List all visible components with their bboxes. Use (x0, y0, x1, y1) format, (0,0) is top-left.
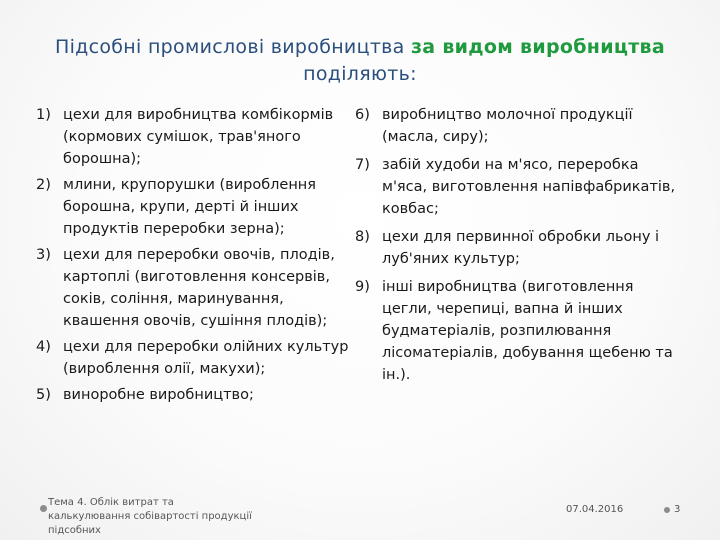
item-number: 2) (36, 177, 51, 193)
right-list (355, 104, 685, 392)
title-part1: Підсобні промислові виробництва (55, 36, 411, 58)
item-text: млини, крупорушки (вироблення борошна, крупи, дерті й інших продуктів переробки зерна); (63, 177, 317, 237)
list-item (36, 384, 351, 406)
item-text: інші виробництва (виготовлення цегли, черепиці, вапна й інших будматеріалів, розпилювання лісоматеріалів, добування щебеню та ін.). (382, 279, 673, 383)
list-item (36, 104, 351, 170)
item-text: цехи для первинної обробки льону і луб'яних культур; (382, 229, 660, 267)
item-number: 1) (36, 107, 51, 123)
item-text: виноробне виробництво; (63, 387, 254, 403)
item-number: 4) (36, 339, 51, 355)
item-number: 5) (36, 387, 51, 403)
item-number: 6) (355, 107, 370, 123)
list-item (355, 276, 685, 386)
slide-title (40, 34, 680, 88)
item-text: цехи для виробництва комбікормів (кормових сумішок, трав'яного борошна); (63, 107, 334, 167)
list-item (355, 104, 685, 148)
item-text: виробництво молочної продукції (масла, сиру); (382, 107, 633, 145)
title-accent: за видом виробництва (410, 36, 665, 58)
item-number: 7) (355, 157, 370, 173)
page-number: 3 (674, 504, 681, 515)
page-bullet-icon (664, 507, 670, 513)
item-text: цехи для переробки овочів, плодів, картоплі (виготовлення консервів, соків, соління, маринування, квашення овочів, сушіння плодів); (63, 247, 335, 329)
item-text: цехи для переробки олійних культур (вироблення олії, макухи); (63, 339, 349, 377)
list-item (36, 336, 351, 380)
list-item (355, 154, 685, 220)
item-text: забій худоби на м'ясо, переробка м'яса, виготовлення напівфабрикатів, ковбас; (382, 157, 676, 217)
item-number: 8) (355, 229, 370, 245)
list-item (36, 174, 351, 240)
title-part2: поділяють: (303, 63, 417, 85)
left-list (36, 104, 351, 410)
footer-date: 07.04.2016 (566, 504, 624, 515)
item-number: 9) (355, 279, 370, 295)
item-number: 3) (36, 247, 51, 263)
footer-topic: Тема 4. Облік витрат та калькулювання собівартості продукції підсобних (48, 497, 252, 536)
footer-bullet-icon (40, 505, 47, 512)
list-item (36, 244, 351, 332)
list-item (355, 226, 685, 270)
